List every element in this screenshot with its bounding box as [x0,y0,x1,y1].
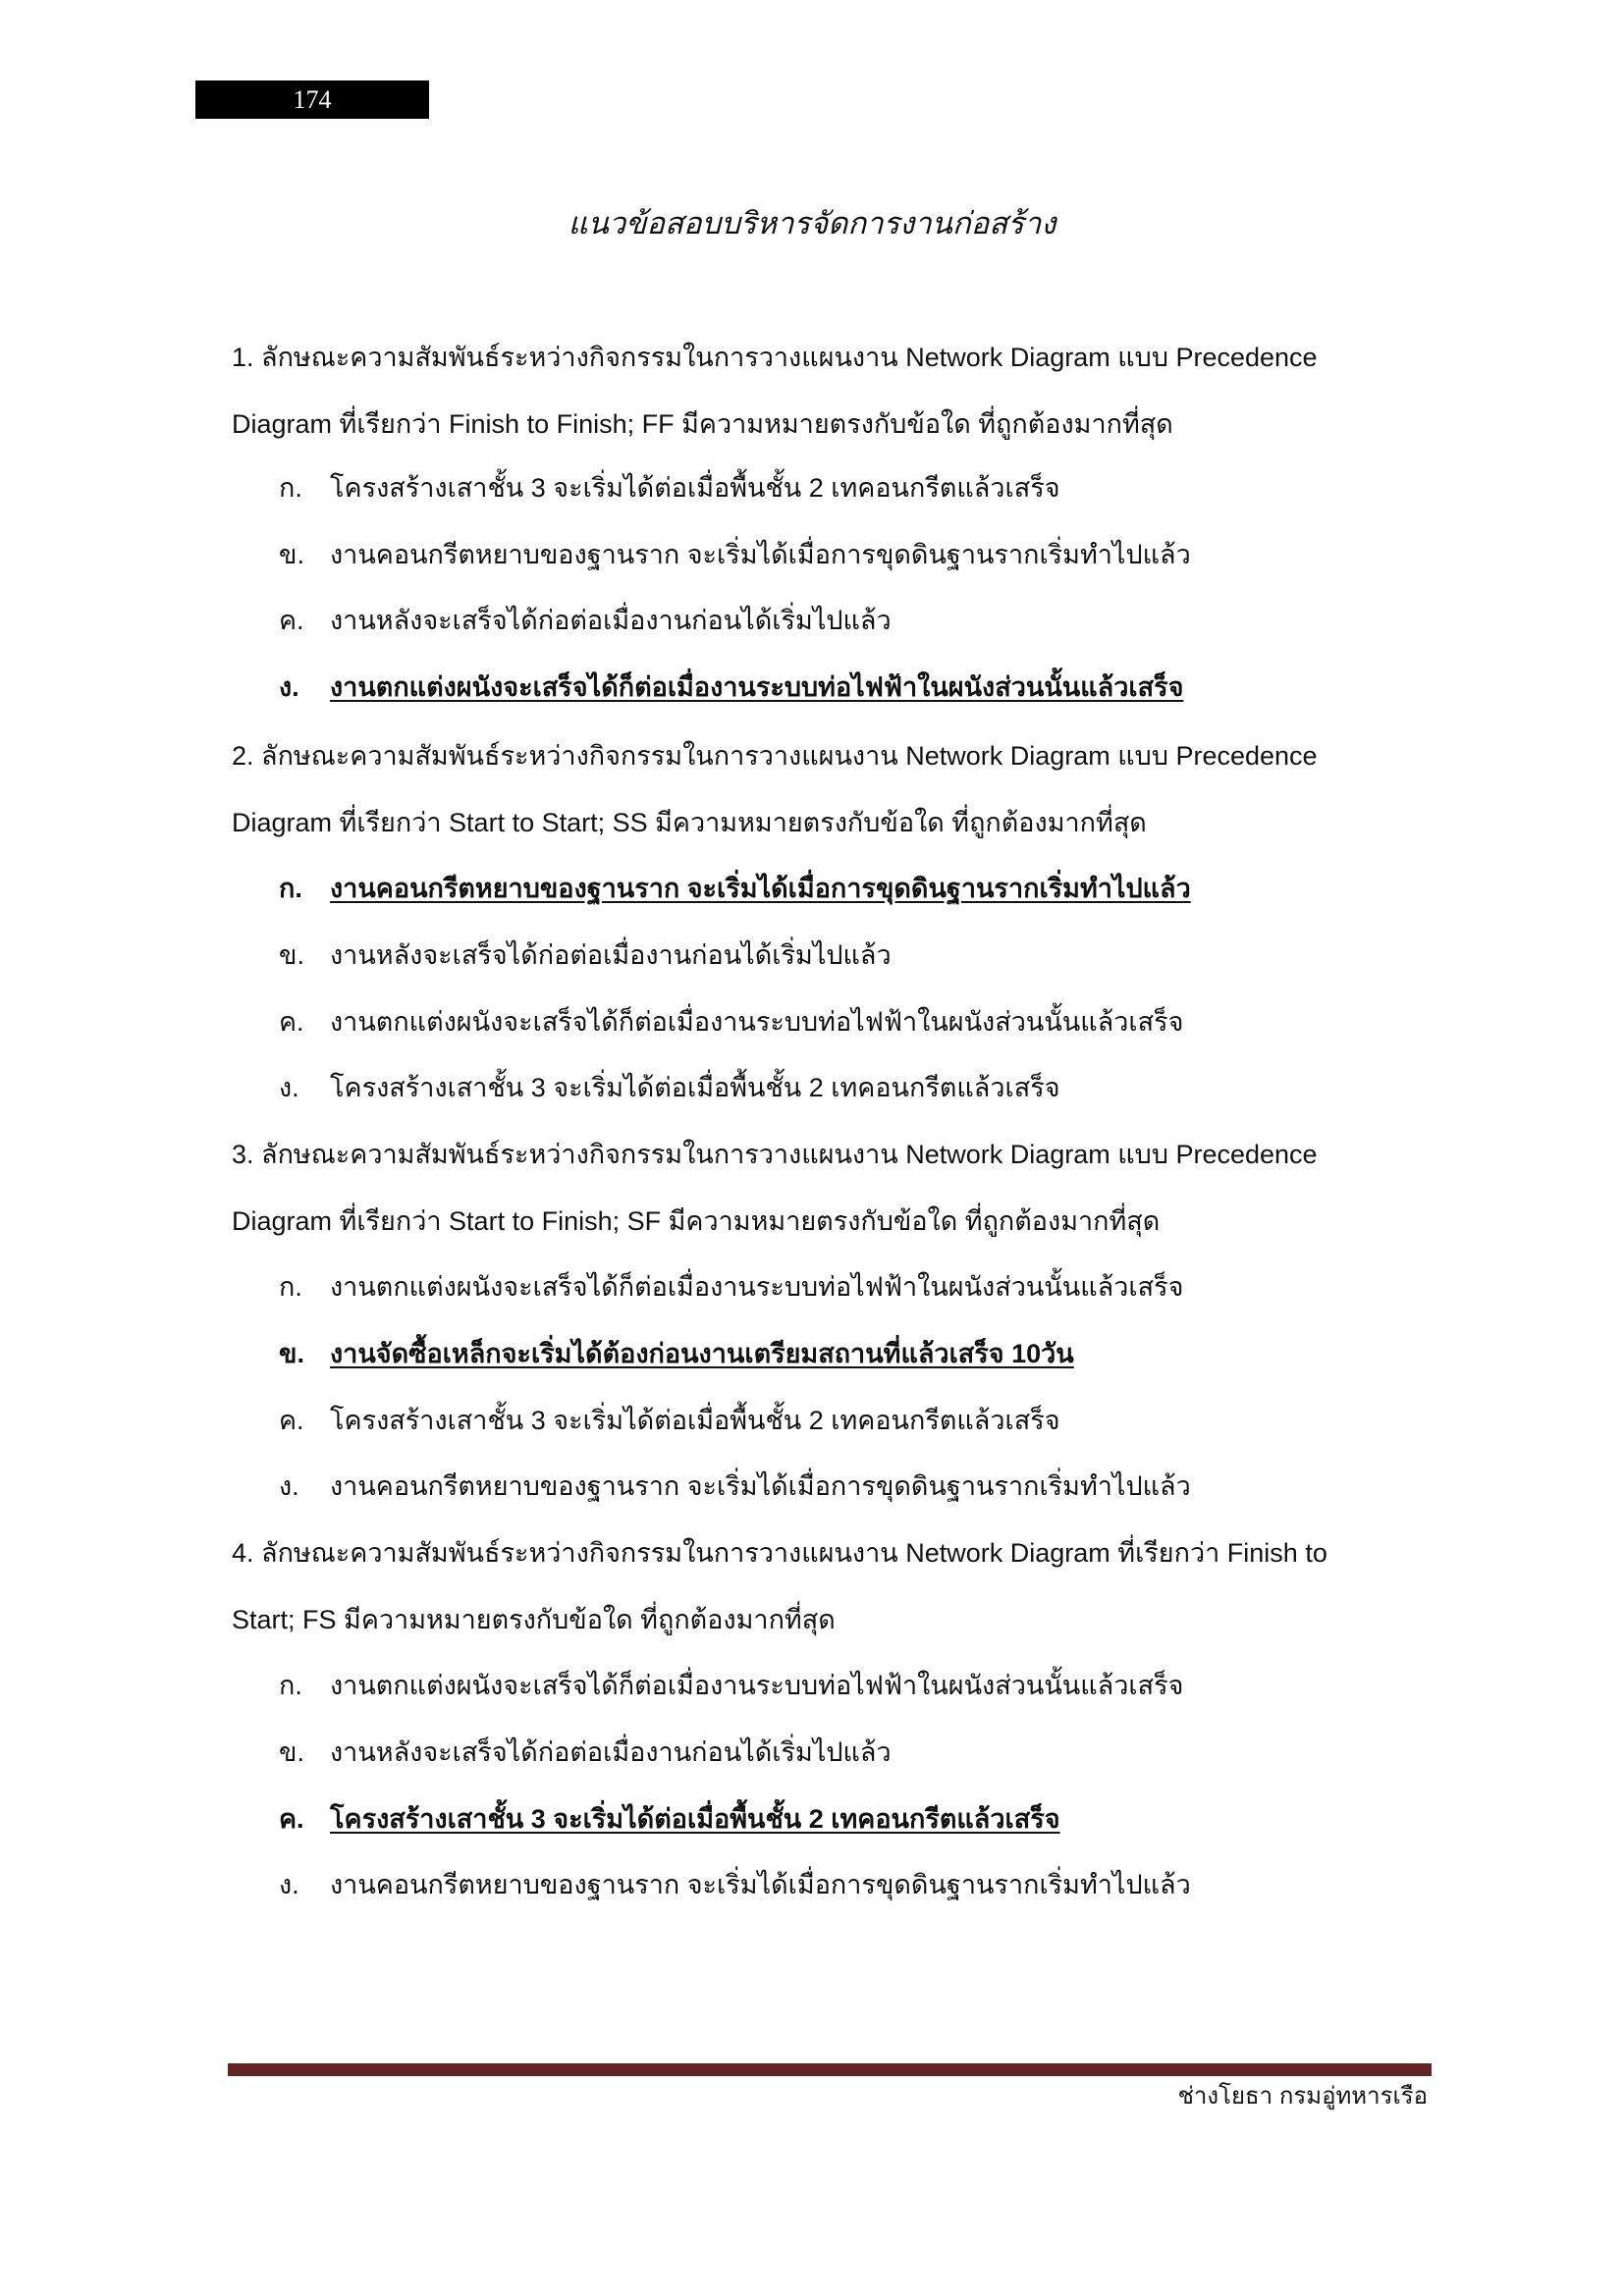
option-letter: ก. [279,473,302,503]
question-4-line-2: Start; FS มีความหมายตรงกับข้อใด ที่ถูกต้องมากที่สุด [232,1605,836,1634]
option-letter: ก. [279,1272,302,1302]
footer-divider-bar [228,2063,1432,2076]
question-1-option-b [279,534,1408,575]
option-text: งานคอนกรีตหยาบของฐานราก จะเริ่มได้เมื่อการขุดดินฐานรากเริ่มทำไปแล้ว [330,1870,1191,1899]
question-4-option-c-correct [279,1798,1408,1840]
question-2-option-c [279,1001,1408,1042]
option-text: งานตกแต่งผนังจะเสร็จได้ก็ต่อเมื่องานระบบท่อไฟฟ้าในผนังส่วนนั้นแล้วเสร็จ [330,672,1184,702]
question-3-line-2: Diagram ที่เรียกว่า Start to Finish; SF มีความหมายตรงกับข้อใด ที่ถูกต้องมากที่สุด [232,1206,1161,1236]
question-3-option-b-correct [279,1333,1408,1374]
option-text: งานหลังจะเสร็จได้ก่อต่อเมื่องานก่อนได้เริ่มไปแล้ว [330,606,892,635]
question-2-option-b [279,934,1408,976]
option-text: โครงสร้างเสาชั้น 3 จะเริ่มได้ต่อเมื่อพื้นชั้น 2 เทคอนกรีตแล้วเสร็จ [330,473,1060,503]
option-text: งานคอนกรีตหยาบของฐานราก จะเริ่มได้เมื่อการขุดดินฐานรากเริ่มทำไปแล้ว [330,540,1191,569]
question-3-option-a [279,1266,1408,1308]
option-letter: ข. [279,540,304,569]
question-1-option-c [279,600,1408,641]
question-1-option-a [279,467,1408,508]
option-letter: ข. [279,940,304,970]
option-text: โครงสร้างเสาชั้น 3 จะเริ่มได้ต่อเมื่อพื้นชั้น 2 เทคอนกรีตแล้วเสร็จ [330,1804,1060,1834]
option-text: งานคอนกรีตหยาบของฐานราก จะเริ่มได้เมื่อการขุดดินฐานรากเริ่มทำไปแล้ว [330,1471,1191,1501]
option-letter: ง. [279,1870,299,1899]
option-letter: ง. [279,1073,299,1102]
option-letter: ก. [279,1671,302,1700]
question-2-option-a-correct [279,868,1408,909]
question-1-line-2: Diagram ที่เรียกว่า Finish to Finish; FF มีความหมายตรงกับข้อใด ที่ถูกต้องมากที่สุด [232,409,1173,439]
footer-text: ช่างโยธา กรมอู่ทหารเรือ [1177,2083,1428,2109]
question-2-line-1: 2. ลักษณะความสัมพันธ์ระหว่างกิจกรรมในการวางแผนงาน Network Diagram แบบ Precedence [232,741,1318,771]
option-text: งานคอนกรีตหยาบของฐานราก จะเริ่มได้เมื่อการขุดดินฐานรากเริ่มทำไปแล้ว [330,874,1191,903]
option-letter: ข. [279,1737,304,1767]
question-3-option-c [279,1400,1408,1441]
page-number: 174 [293,85,332,114]
option-letter: ง. [279,672,299,702]
page-number-box [195,80,429,119]
question-2-option-d [279,1067,1408,1108]
question-2-line-2: Diagram ที่เรียกว่า Start to Start; SS มีความหมายตรงกับข้อใด ที่ถูกต้องมากที่สุด [232,808,1147,837]
option-text: โครงสร้างเสาชั้น 3 จะเริ่มได้ต่อเมื่อพื้นชั้น 2 เทคอนกรีตแล้วเสร็จ [330,1073,1060,1102]
page-title: แนวข้อสอบบริหารจัดการงานก่อสร้าง [568,206,1056,240]
option-letter: ก. [279,874,302,903]
question-1-option-d-correct [279,667,1408,708]
question-4-option-d [279,1864,1408,1905]
option-letter: ค. [279,1007,304,1037]
option-text: งานตกแต่งผนังจะเสร็จได้ก็ต่อเมื่องานระบบท่อไฟฟ้าในผนังส่วนนั้นแล้วเสร็จ [330,1671,1184,1700]
question-3-option-d [279,1466,1408,1507]
option-letter: ค. [279,606,304,635]
question-4-option-a [279,1665,1408,1706]
question-3-line-1: 3. ลักษณะความสัมพันธ์ระหว่างกิจกรรมในการวางแผนงาน Network Diagram แบบ Precedence [232,1140,1318,1169]
question-4-line-1: 4. ลักษณะความสัมพันธ์ระหว่างกิจกรรมในการวางแผนงาน Network Diagram ที่เรียกว่า Finish to [232,1538,1327,1568]
option-letter: ง. [279,1471,299,1501]
question-4-option-b [279,1732,1408,1773]
option-letter: ข. [279,1339,304,1368]
option-text: งานหลังจะเสร็จได้ก่อต่อเมื่องานก่อนได้เริ่มไปแล้ว [330,1737,892,1767]
option-letter: ค. [279,1406,304,1435]
option-text: งานหลังจะเสร็จได้ก่อต่อเมื่องานก่อนได้เริ่มไปแล้ว [330,940,892,970]
option-text: งานจัดซื้อเหล็กจะเริ่มได้ต้องก่อนงานเตรียมสถานที่แล้วเสร็จ 10วัน [330,1339,1074,1368]
option-text: งานตกแต่งผนังจะเสร็จได้ก็ต่อเมื่องานระบบท่อไฟฟ้าในผนังส่วนนั้นแล้วเสร็จ [330,1272,1184,1302]
question-1-line-1: 1. ลักษณะความสัมพันธ์ระหว่างกิจกรรมในการวางแผนงาน Network Diagram แบบ Precedence [232,343,1318,372]
option-letter: ค. [279,1804,304,1834]
option-text: งานตกแต่งผนังจะเสร็จได้ก็ต่อเมื่องานระบบท่อไฟฟ้าในผนังส่วนนั้นแล้วเสร็จ [330,1007,1184,1037]
option-text: โครงสร้างเสาชั้น 3 จะเริ่มได้ต่อเมื่อพื้นชั้น 2 เทคอนกรีตแล้วเสร็จ [330,1406,1060,1435]
